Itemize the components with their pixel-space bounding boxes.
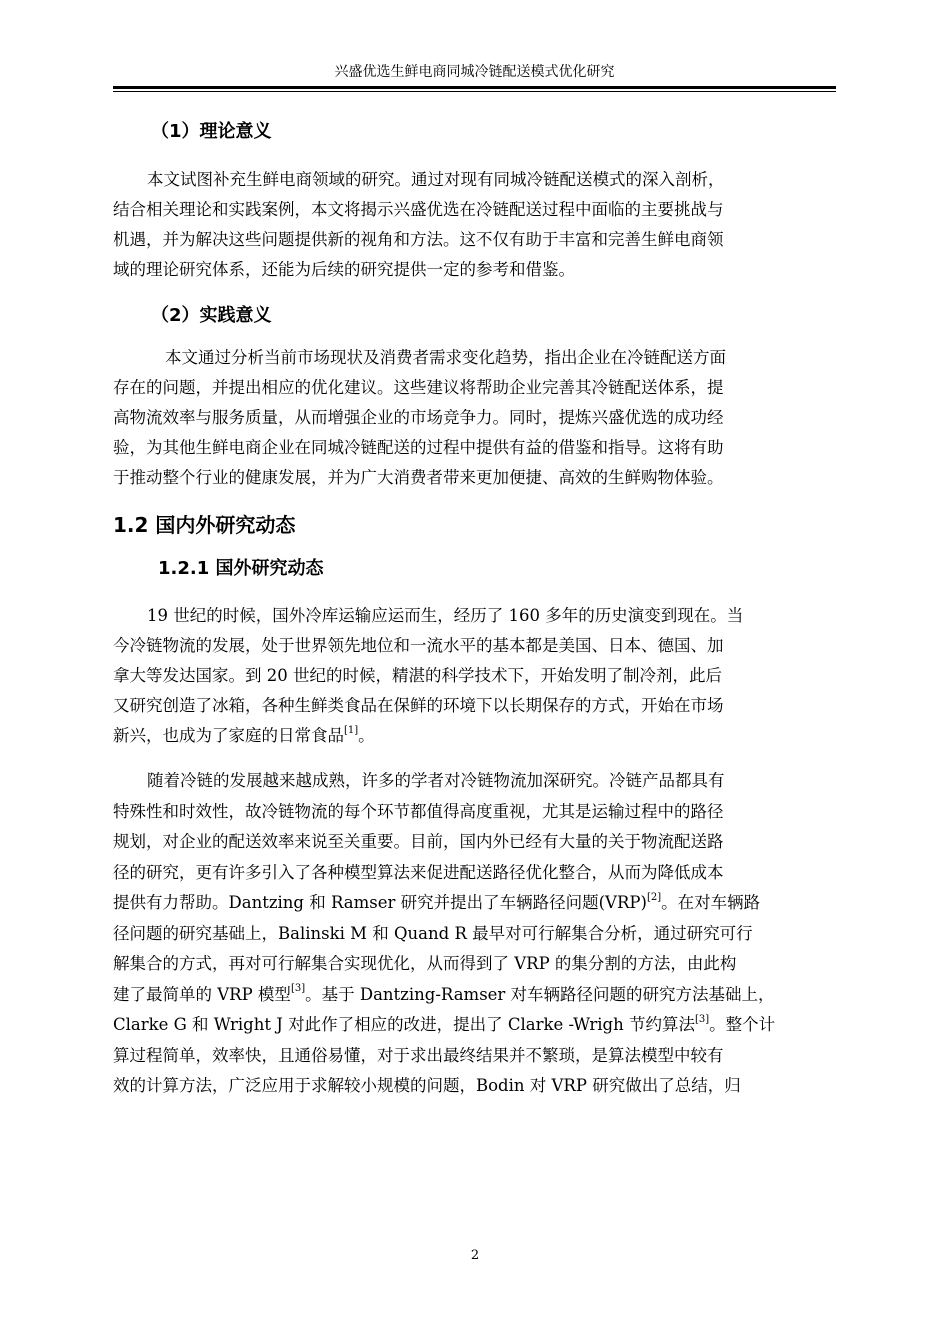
paragraph-line: 效的计算方法，广泛应用于求解较小规模的问题，Bodin 对 VRP 研究做出了总结，归 [113,1076,741,1095]
paragraph-line: 径的研究，更有许多引入了各种模型算法来促进配送路径优化整合，从而为降低成本 [113,862,724,882]
line-text: 。在对车辆路 [661,893,761,912]
citation-ref: [2] [646,891,662,903]
header-rule-thick [113,86,836,89]
paragraph-line: 随着冷链的发展越来越成熟，许多的学者对冷链物流加深研究。冷链产品都具有 [147,771,725,790]
paragraph-line [113,888,836,919]
paragraph-line: 径问题的研究基础上，Balinski M 和 Quand R 最早对可行解集合分析，通过研究可行 [113,923,753,943]
paragraph-line: 本文通过分析当前市场现状及消费者需求变化趋势，指出企业在冷链配送方面 [165,348,726,367]
line-text: 新兴，也成为了家庭的日常食品 [113,726,344,745]
page-number: 2 [470,1248,480,1263]
practice-paragraph [113,343,836,493]
line-text: 提供有力帮助。Dantzing 和 Ramser 研究并提出了车辆路径问题(VRP) [113,893,647,912]
citation-ref: [1] [344,724,359,736]
line-text: 建了最简单的 VRP 模型 [113,984,291,1004]
subsection-heading: 1.2.1 国外研究动态 [158,558,324,579]
paragraph-line: 结合相关理论和实践案例，本文将揭示兴盛优选在冷链配送过程中面临的主要挑战与 [113,200,724,219]
paragraph-line: 本文试图补充生鲜电商领域的研究。通过对现有同城冷链配送模式的深入剖析， [147,170,725,189]
body-content [113,113,836,1102]
citation-ref: [3] [694,1013,710,1025]
paragraph-line: 拿大等发达国家。到 20 世纪的时候，精湛的科学技术下，开始发明了制冷剂，此后 [113,666,722,685]
paragraph-line: 算过程简单，效率快，且通俗易懂，对于求出最终结果并不繁琐，是算法模型中较有 [113,1045,724,1065]
paragraph-line: 解集合的方式，再对可行解集合实现优化，从而得到了 VRP 的集分割的方法，由此构 [113,954,737,973]
paragraph-line: 存在的问题，并提出相应的优化建议。这些建议将帮助企业完善其冷链配送体系，提 [113,378,724,397]
paragraph-line [113,1010,836,1041]
research-paragraph [113,766,836,1102]
line-text: 。整个计 [709,1015,776,1034]
theory-paragraph [113,165,836,285]
paragraph-line: 高物流效率与服务质量，从而增强企业的市场竞争力。同时，提炼兴盛优选的成功经 [113,408,724,427]
paragraph-line: 域的理论研究体系，还能为后续的研究提供一定的参考和借鉴。 [113,260,575,279]
paragraph-line: 验，为其他生鲜电商企业在同城冷链配送的过程中提供有益的借鉴和指导。这将有助 [113,438,724,457]
paragraph-line [113,980,836,1011]
section-heading: 1.2 国内外研究动态 [113,513,296,537]
header-rule-thin [113,91,836,92]
paragraph-line: 又研究创造了冰箱，各种生鲜类食品在保鲜的环境下以长期保存的方式，开始在市场 [113,696,724,715]
line-text: 。 [358,726,375,745]
paragraph-line [113,721,836,751]
line-text: 。基于 Dantzing-Ramser 对车辆路径问题的研究方法基础上， [305,984,775,1004]
paragraph-line: 规划，对企业的配送效率来说至关重要。目前，国内外已经有大量的关于物流配送路 [113,832,724,851]
paragraph-line: 19 世纪的时候，国外冷库运输应运而生，经历了 160 多年的历史演变到现在。当 [147,606,744,625]
citation-ref: [3] [290,983,306,994]
practice-heading: （2）实践意义 [151,305,272,326]
paragraph-line: 今冷链物流的发展，处于世界领先地位和一流水平的基本都是美国、日本、德国、加 [113,636,724,655]
running-header: 兴盛优选生鲜电商同城冷链配送模式优化研究 [334,64,615,80]
line-text: Clarke G 和 Wright J 对此作了相应的改进，提出了 Clarke -Wrigh 节约算法 [113,1015,695,1034]
foreign-paragraph [113,601,836,751]
theory-heading: （1）理论意义 [151,121,272,142]
paragraph-line: 特殊性和时效性，故冷链物流的每个环节都值得高度重视，尤其是运输过程中的路径 [113,801,724,821]
paragraph-line: 于推动整个行业的健康发展，并为广大消费者带来更加便捷、高效的生鲜购物体验。 [113,468,724,487]
paragraph-line: 机遇，并为解决这些问题提供新的视角和方法。这不仅有助于丰富和完善生鲜电商领 [113,230,724,249]
